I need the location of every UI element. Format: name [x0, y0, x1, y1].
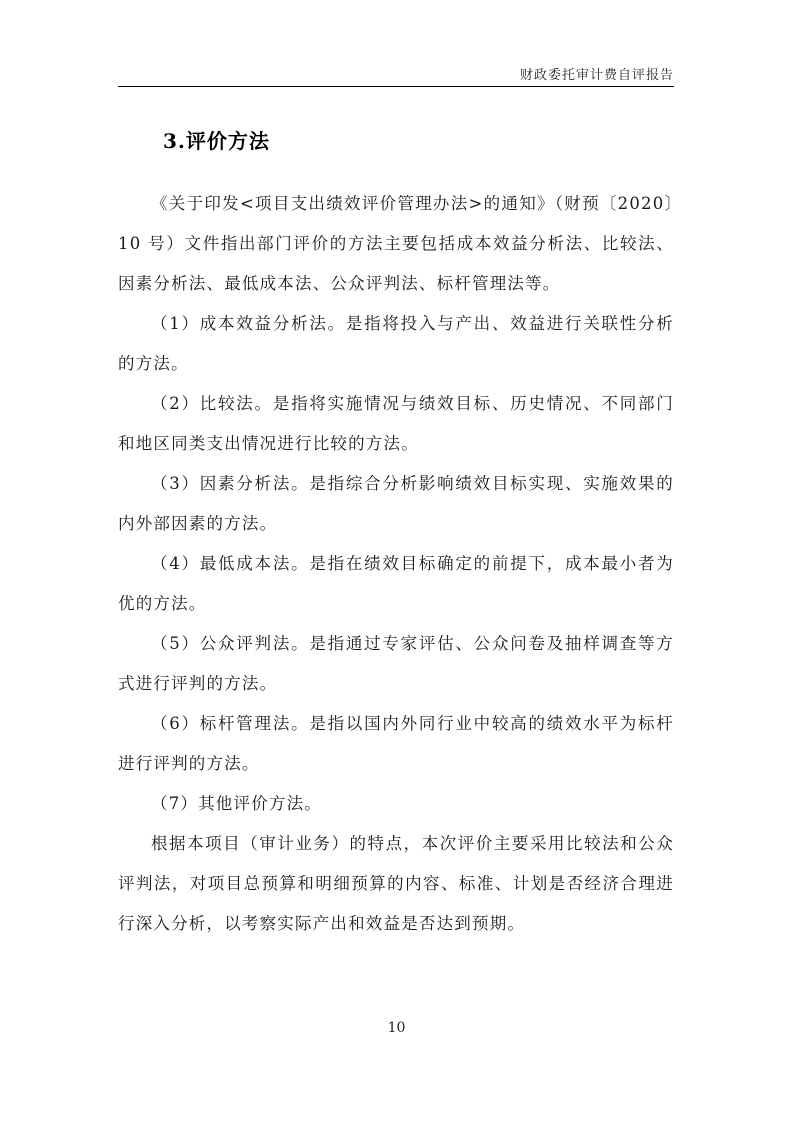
paragraph-method-3: （3）因素分析法。是指综合分析影响绩效目标实现、实施效果的内外部因素的方法。: [118, 474, 674, 533]
header-title: 财政委托审计费自评报告: [519, 68, 674, 83]
body-text: [118, 184, 674, 944]
paragraph-method-2: （2）比较法。是指将实施情况与绩效目标、历史情况、不同部门和地区同类支出情况进行比较的方法。: [118, 394, 674, 453]
page-header: [118, 58, 674, 87]
paragraph-intro: 《关于印发<项目支出绩效评价管理办法>的通知》（财预〔2020〕10 号）文件指出部门评价的方法主要包括成本效益分析法、比较法、因素分析法、最低成本法、公众评判法、标杆管理法等。: [118, 194, 674, 293]
section-title: 3.评价方法: [163, 129, 270, 153]
paragraph-method-7: （7）其他评价方法。: [151, 794, 322, 813]
paragraph-method-1: （1）成本效益分析法。是指将投入与产出、效益进行关联性分析的方法。: [118, 314, 674, 373]
paragraph-method-5: （5）公众评判法。是指通过专家评估、公众问卷及抽样调查等方式进行评判的方法。: [118, 634, 674, 693]
paragraph-conclusion: 根据本项目（审计业务）的特点，本次评价主要采用比较法和公众评判法，对项目总预算和明细预算的内容、标准、计划是否经济合理进行深入分析，以考察实际产出和效益是否达到预期。: [118, 834, 674, 933]
page-number: 10: [387, 1020, 406, 1036]
paragraph-method-6: （6）标杆管理法。是指以国内外同行业中较高的绩效水平为标杆进行评判的方法。: [118, 714, 674, 773]
paragraph-method-4: （4）最低成本法。是指在绩效目标确定的前提下，成本最小者为优的方法。: [118, 554, 674, 613]
